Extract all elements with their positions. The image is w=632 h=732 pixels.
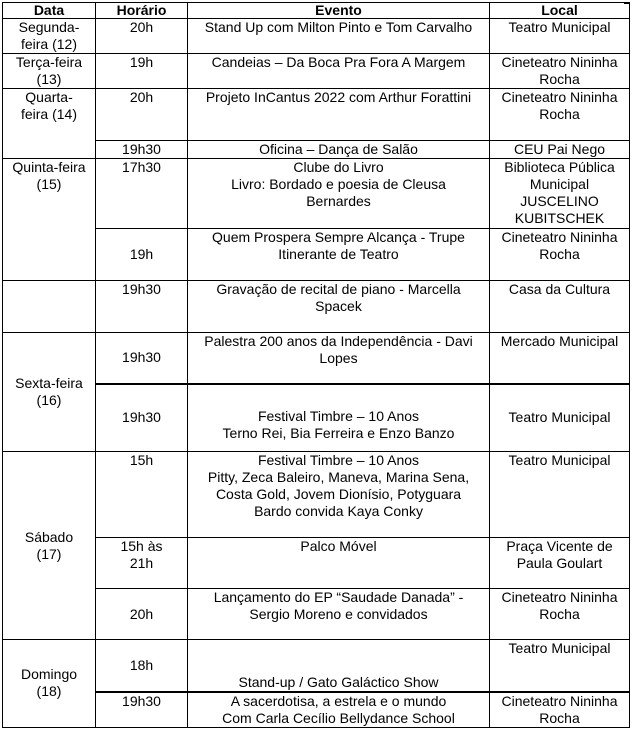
time-cell: 20h <box>96 89 188 141</box>
time-cell: 17h30 <box>96 159 188 229</box>
venue-cell: Biblioteca Pública Municipal JUSCELINO KUBITSCHEK <box>490 159 630 229</box>
time-cell: 19h30 <box>96 384 188 452</box>
header-local: Local <box>490 3 630 19</box>
day-cell: Segunda- feira (12) <box>3 19 96 54</box>
venue-cell: Cineteatro Nininha Rocha <box>490 229 630 281</box>
table-row <box>3 281 630 333</box>
event-cell: Gravação de recital de piano - Marcella Spacek <box>188 281 490 333</box>
event-cell: Lançamento do EP “Saudade Danada” - Sergio Moreno e convidados <box>188 589 490 640</box>
day-cell: Terça-feira (13) <box>3 54 96 89</box>
venue-cell: Praça Vicente de Paula Goulart <box>490 538 630 589</box>
event-cell: Quem Prospera Sempre Alcança - Trupe Itinerante de Teatro <box>188 229 490 281</box>
table-row <box>3 333 630 384</box>
venue-cell: Cineteatro Nininha Rocha <box>490 692 630 728</box>
event-cell: Festival Timbre – 10 Anos Pitty, Zeca Baleiro, Maneva, Marina Sena, Costa Gold, Jovem Dionísio, Potyguara Bardo convida Kaya Conky <box>188 452 490 538</box>
table-row <box>3 640 630 692</box>
time-cell: 19h <box>96 54 188 89</box>
venue-cell: Teatro Municipal <box>490 640 630 692</box>
table-row <box>3 19 630 54</box>
event-cell: Stand-up / Gato Galáctico Show <box>188 640 490 692</box>
time-cell: 15h <box>96 452 188 538</box>
time-cell: 19h30 <box>96 281 188 333</box>
header-data: Data <box>3 3 96 19</box>
time-cell: 20h <box>96 589 188 640</box>
time-cell: 20h <box>96 19 188 54</box>
time-cell: 18h <box>96 640 188 692</box>
day-cell: Domingo (18) <box>3 640 96 728</box>
time-cell: 19h30 <box>96 333 188 384</box>
venue-cell: Cineteatro Nininha Rocha <box>490 54 630 89</box>
table-row <box>3 589 630 640</box>
venue-cell: Mercado Municipal <box>490 333 630 384</box>
time-cell: 19h30 <box>96 692 188 728</box>
table-row <box>3 229 630 281</box>
venue-cell: Teatro Municipal <box>490 452 630 538</box>
event-cell: Candeias – Da Boca Pra Fora A Margem <box>188 54 490 89</box>
event-cell: Palestra 200 anos da Independência - Davi Lopes <box>188 333 490 384</box>
event-cell: Stand Up com Milton Pinto e Tom Carvalho <box>188 19 490 54</box>
event-cell: Palco Móvel <box>188 538 490 589</box>
venue-cell: Cineteatro Nininha Rocha <box>490 89 630 141</box>
day-cell: Quinta-feira (15) <box>3 159 96 281</box>
venue-cell: Teatro Municipal <box>490 19 630 54</box>
time-cell: 19h <box>96 229 188 281</box>
day-cell-empty <box>3 281 96 333</box>
event-schedule-table <box>2 2 630 728</box>
table-row <box>3 54 630 89</box>
table-row <box>3 159 630 229</box>
event-cell: Festival Timbre – 10 Anos Terno Rei, Bia Ferreira e Enzo Banzo <box>188 384 490 452</box>
header-horario: Horário <box>96 3 188 19</box>
event-cell: A sacerdotisa, a estrela e o mundo Com Carla Cecílio Bellydance School <box>188 692 490 728</box>
venue-cell: CEU Pai Nego <box>490 141 630 159</box>
time-cell: 19h30 <box>96 141 188 159</box>
venue-cell: Cineteatro Nininha Rocha <box>490 589 630 640</box>
table-row <box>3 141 630 159</box>
event-cell: Projeto InCantus 2022 com Arthur Forattini <box>188 89 490 141</box>
venue-cell: Teatro Municipal <box>490 384 630 452</box>
header-row <box>3 3 630 19</box>
table-row <box>3 692 630 728</box>
table-row <box>3 538 630 589</box>
time-cell: 15h às 21h <box>96 538 188 589</box>
venue-cell: Casa da Cultura <box>490 281 630 333</box>
day-cell: Sábado (17) <box>3 452 96 640</box>
table-row <box>3 452 630 538</box>
table-row <box>3 89 630 141</box>
table-row <box>3 384 630 452</box>
day-cell: Quarta- feira (14) <box>3 89 96 159</box>
event-cell: Oficina – Dança de Salão <box>188 141 490 159</box>
day-cell: Sexta-feira (16) <box>3 333 96 452</box>
event-cell: Clube do Livro Livro: Bordado e poesia de Cleusa Bernardes <box>188 159 490 229</box>
header-evento: Evento <box>188 3 490 19</box>
